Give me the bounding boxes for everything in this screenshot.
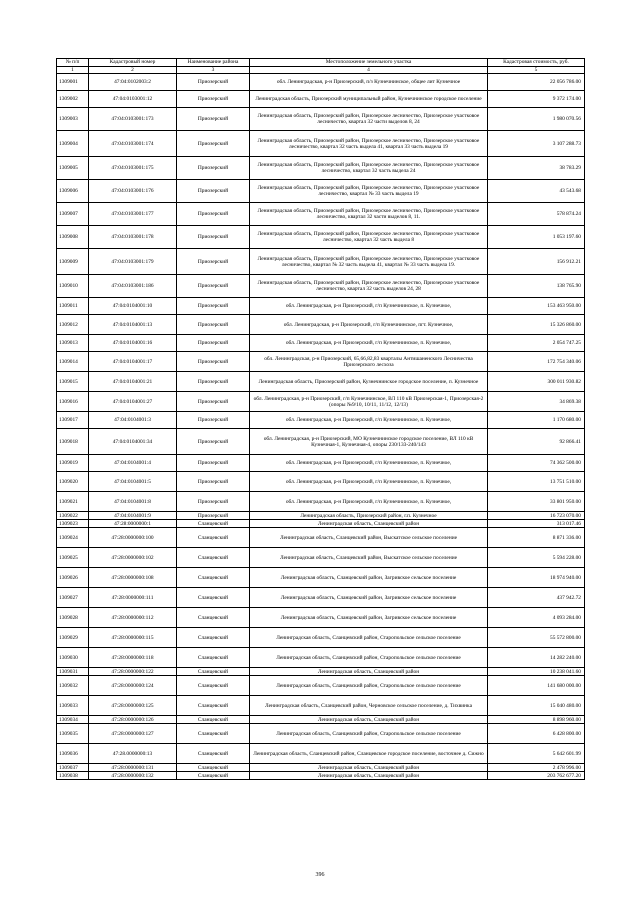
row-number: 1309023 (57, 520, 89, 528)
table-row (57, 764, 585, 772)
location-address: Ленинградская область, Сланцевский район (250, 520, 488, 528)
cadastral-cost: 138 765.90 (488, 275, 585, 298)
location-address: Ленинградская область, Приозерский район, Приозерское лесничество, Приозерское участковое лесничество, квартал 32 часть выделов 24, 28 (250, 275, 488, 298)
cadastral-cost: 74 362 500.00 (488, 455, 585, 472)
location-address: обл. Ленинградская, р-н Приозерский, 65,66,82,83 кварталы Антишаненского Лесничества Приозерского лесхоза (250, 352, 488, 372)
district-name: Приозерский (177, 352, 250, 372)
cadastral-number: 47:28:0000000:100 (89, 528, 177, 548)
cadastral-number: 47:04:0103001:177 (89, 203, 177, 226)
row-number: 1309032 (57, 676, 89, 696)
cadastral-number: 47:04:0102003:2 (89, 74, 177, 91)
table-row (57, 275, 585, 298)
table-row (57, 335, 585, 352)
cadastral-number: 47:04:0104001:17 (89, 352, 177, 372)
district-name: Приозерский (177, 298, 250, 315)
location-address: Ленинградская область, Приозерский район, Приозерское лесничество, Приозерское участковое лесничество, квартал № 32 часть выдела 41, квартал № 33 часть выдела 19. (250, 249, 488, 275)
table-row (57, 668, 585, 676)
row-number: 1309014 (57, 352, 89, 372)
table-row (57, 203, 585, 226)
location-address: Ленинградская область, Сланцевский район, Старопольское сельское поселение (250, 648, 488, 668)
table-row (57, 74, 585, 91)
cadastral-cost: 43 543.68 (488, 180, 585, 203)
district-name: Сланцевский (177, 528, 250, 548)
table-row (57, 298, 585, 315)
cadastral-number: 47:04:0104001:8 (89, 492, 177, 512)
row-number: 1309033 (57, 696, 89, 716)
table-row (57, 429, 585, 455)
district-name: Приозерский (177, 203, 250, 226)
row-number: 1309021 (57, 492, 89, 512)
cadastral-table-sheet (56, 58, 584, 780)
location-address: Ленинградская область, Сланцевский район (250, 772, 488, 780)
location-address: Ленинградская область, Приозерский район, Кузнечнинское городское поселение, п. Кузнечное (250, 372, 488, 392)
cadastral-cost: 4 093 284.00 (488, 608, 585, 628)
table-row (57, 528, 585, 548)
table-body (57, 74, 585, 780)
cadastral-cost: 437 942.72 (488, 588, 585, 608)
cadastral-number: 47:28:0000000:108 (89, 568, 177, 588)
header-cost: Кадастровая стоимость, руб. (488, 59, 585, 67)
row-number: 1309031 (57, 668, 89, 676)
row-number: 1309012 (57, 315, 89, 335)
cadastral-cost: 203 762 677.20 (488, 772, 585, 780)
location-address: Ленинградская область, Приозерский район, Приозерское лесничество, Приозерское участковое лесничество, квартал 32 часть выдела 8 (250, 226, 488, 249)
district-name: Приозерский (177, 249, 250, 275)
district-name: Сланцевский (177, 668, 250, 676)
table-row (57, 724, 585, 744)
row-number: 1309029 (57, 628, 89, 648)
row-number: 1309030 (57, 648, 89, 668)
cadastral-number: 47:04:0103001:175 (89, 157, 177, 180)
district-name: Сланцевский (177, 724, 250, 744)
cadastral-cost: 10 238 041.60 (488, 668, 585, 676)
cadastral-cost: 1 053 197.60 (488, 226, 585, 249)
cadastral-number: 47:28:0000000:111 (89, 588, 177, 608)
table-row (57, 315, 585, 335)
cadastral-cost: 38 783.29 (488, 157, 585, 180)
location-address: обл. Ленинградская, р-н Приозерский, г/п Кузнечнинское, п. Кузнечное, (250, 472, 488, 492)
district-name: Приозерский (177, 74, 250, 91)
row-number: 1309025 (57, 548, 89, 568)
table-row (57, 372, 585, 392)
cadastral-number: 47:28:0000000:122 (89, 668, 177, 676)
district-name: Сланцевский (177, 520, 250, 528)
row-number: 1309024 (57, 528, 89, 548)
row-number: 1309013 (57, 335, 89, 352)
district-name: Сланцевский (177, 696, 250, 716)
row-number: 1309022 (57, 512, 89, 520)
table-row (57, 772, 585, 780)
cadastral-number: 47:28:0000000:1 (89, 520, 177, 528)
row-number: 1309009 (57, 249, 89, 275)
cadastral-cost: 1 170 680.00 (488, 412, 585, 429)
cadastral-cost: 172 754 340.06 (488, 352, 585, 372)
location-address: обл. Ленинградская, р-н Приозерский, г/п Кузнечнинское, п. Кузнечное, (250, 492, 488, 512)
column-index: 5 (488, 67, 585, 74)
column-index-row (57, 67, 585, 74)
district-name: Сланцевский (177, 588, 250, 608)
location-address: Ленинградская область, Сланцевский район, Черновское сельское поселение, д. Тихвинка (250, 696, 488, 716)
table-row (57, 520, 585, 528)
cadastral-cost: 55 572 800.00 (488, 628, 585, 648)
cadastral-number: 47:04:0104001:10 (89, 298, 177, 315)
row-number: 1309034 (57, 716, 89, 724)
page-number: 396 (315, 872, 325, 878)
location-address: Ленинградская область, Сланцевский район, Загривское сельское поселение (250, 588, 488, 608)
location-address: обл. Ленинградская, р-н Приозерский, г/п Кузнечнинское, п. Кузнечное, (250, 412, 488, 429)
cadastral-cost: 6 428 800.00 (488, 724, 585, 744)
location-address: Ленинградская область, Приозерский район, Приозерское лесничество, Приозерское участковое лесничество, квартал 32 части выделов 8, 24 (250, 108, 488, 131)
location-address: Ленинградская область, Сланцевский район, Выскатское сельское поселение (250, 528, 488, 548)
table-row (57, 676, 585, 696)
table-row (57, 648, 585, 668)
location-address: Ленинградская область, Приозерский район, Приозерское лесничество, Приозерское участковое лесничество, квартал 32 части выделов 8, 11. (250, 203, 488, 226)
table-row (57, 568, 585, 588)
cadastral-cost: 313 017.46 (488, 520, 585, 528)
cadastral-cost: 153 463 950.00 (488, 298, 585, 315)
cadastral-cost: 15 326 860.00 (488, 315, 585, 335)
location-address: Ленинградская область, Приозерский муниципальный район, Кузнечнинское городское поселение (250, 91, 488, 108)
district-name: Сланцевский (177, 648, 250, 668)
district-name: Приозерский (177, 335, 250, 352)
cadastral-number: 47:04:0103001:178 (89, 226, 177, 249)
row-number: 1309028 (57, 608, 89, 628)
cadastral-cost: 8 898 960.00 (488, 716, 585, 724)
column-index: 4 (250, 67, 488, 74)
cadastral-cost: 5 594 228.00 (488, 548, 585, 568)
cadastral-number: 47:04:0103001:173 (89, 108, 177, 131)
district-name: Сланцевский (177, 764, 250, 772)
district-name: Приозерский (177, 275, 250, 298)
location-address: обл. Ленинградская, р-н Приозерский, г/п Кузнечнинское, ВЛ 110 кВ Приозерская-1, Приозерская-2 (опоры №9/10, 10/11, 11/12, 12/13) (250, 392, 488, 412)
location-address: Ленинградская область, Сланцевский район (250, 764, 488, 772)
table-row (57, 108, 585, 131)
cadastral-number: 47:28:0000000:115 (89, 628, 177, 648)
location-address: Ленинградская область, Сланцевский район, Старопольское сельское поселение (250, 676, 488, 696)
row-number: 1309035 (57, 724, 89, 744)
cadastral-cost: 16 723 070.00 (488, 512, 585, 520)
row-number: 1309026 (57, 568, 89, 588)
cadastral-cost: 92 866.41 (488, 429, 585, 455)
row-number: 1309016 (57, 392, 89, 412)
cadastral-number: 47:28:0000000:127 (89, 724, 177, 744)
district-name: Приозерский (177, 157, 250, 180)
district-name: Приозерский (177, 492, 250, 512)
table-row (57, 352, 585, 372)
row-number: 1309017 (57, 412, 89, 429)
table-row (57, 472, 585, 492)
location-address: Ленинградская область, Приозерский район, Приозерское лесничество, Приозерское участковое лесничество, квартал 32 часть выдела 24 (250, 157, 488, 180)
district-name: Сланцевский (177, 628, 250, 648)
district-name: Сланцевский (177, 772, 250, 780)
cadastral-cost: 578 874.24 (488, 203, 585, 226)
row-number: 1309002 (57, 91, 89, 108)
row-number: 1309010 (57, 275, 89, 298)
location-address: Ленинградская область, Сланцевский район, Старопольское сельское поселение (250, 628, 488, 648)
table-row (57, 226, 585, 249)
location-address: Ленинградская область, Сланцевский район (250, 716, 488, 724)
cadastral-number: 47:28:0000000:102 (89, 548, 177, 568)
table-row (57, 91, 585, 108)
table-row (57, 548, 585, 568)
location-address: обл. Ленинградская, р-н Приозерский, г/п Кузнечнинское, п. Кузнечное, (250, 455, 488, 472)
district-name: Приозерский (177, 455, 250, 472)
location-address: обл. Ленинградская, р-н Приозерский, г/п Кузнечнинское, п. Кузнечное, (250, 335, 488, 352)
cadastral-number: 47:28:0000000:112 (89, 608, 177, 628)
cadastral-cost: 2 478 996.00 (488, 764, 585, 772)
table-row (57, 392, 585, 412)
row-number: 1309036 (57, 744, 89, 764)
location-address: обл. Ленинградская, р-н Приозерский, МО Кузнечнинское городское поселение, ВЛ 110 кВ Кузнечная-1, Кузнечная-4, опоры 230/133-240/143 (250, 429, 488, 455)
column-index: 3 (177, 67, 250, 74)
location-address: Ленинградская область, Сланцевский район (250, 668, 488, 676)
cadastral-number: 47:04:0103001:12 (89, 91, 177, 108)
cadastral-cost: 9 372 174.00 (488, 91, 585, 108)
district-name: Приозерский (177, 429, 250, 455)
district-name: Приозерский (177, 91, 250, 108)
cadastral-number: 47:04:0104001:9 (89, 512, 177, 520)
row-number: 1309001 (57, 74, 89, 91)
cadastral-cost: 156 912.21 (488, 249, 585, 275)
district-name: Сланцевский (177, 608, 250, 628)
district-name: Приозерский (177, 131, 250, 157)
cadastral-cost: 18 974 940.00 (488, 568, 585, 588)
row-number: 1309006 (57, 180, 89, 203)
cadastral-cost: 1 980 070.56 (488, 108, 585, 131)
district-name: Приозерский (177, 315, 250, 335)
location-address: обл. Ленинградская, р-н Приозерский, г/п Кузнечнинское, пгт. Кузнечное, (250, 315, 488, 335)
cadastral-number: 47:28:0000000:126 (89, 716, 177, 724)
location-address: Ленинградская область, Приозерский район, Приозерское лесничество, Приозерское участковое лесничество, квартал № 33 часть выдела 19 (250, 180, 488, 203)
district-name: Сланцевский (177, 716, 250, 724)
location-address: Ленинградская область, Сланцевский район, Выскатское сельское поселение (250, 548, 488, 568)
cadastral-number: 47:04:0104001:5 (89, 472, 177, 492)
cadastral-cost: 5 642 601.99 (488, 744, 585, 764)
table-row (57, 492, 585, 512)
table-row (57, 588, 585, 608)
district-name: Сланцевский (177, 744, 250, 764)
table-row (57, 180, 585, 203)
column-index: 2 (89, 67, 177, 74)
row-number: 1309020 (57, 472, 89, 492)
cadastral-number: 47:04:0104001:27 (89, 392, 177, 412)
cadastral-cost: 15 040 480.00 (488, 696, 585, 716)
cadastral-cost: 141 680 000.00 (488, 676, 585, 696)
table-row (57, 696, 585, 716)
row-number: 1309037 (57, 764, 89, 772)
cadastral-number: 47:28:0000000:132 (89, 772, 177, 780)
table-row (57, 455, 585, 472)
district-name: Приозерский (177, 372, 250, 392)
table-row (57, 157, 585, 180)
row-number: 1309019 (57, 455, 89, 472)
cadastral-number: 47:04:0104001:16 (89, 335, 177, 352)
location-address: Ленинградская область, Приозерский район, Приозерское лесничество, Приозерское участковое лесничество, квартал 32 часть выдела 41, квартал 33 часть выдела 19 (250, 131, 488, 157)
district-name: Приозерский (177, 472, 250, 492)
row-number: 1309027 (57, 588, 89, 608)
cadastral-number: 47:04:0103001:174 (89, 131, 177, 157)
district-name: Сланцевский (177, 676, 250, 696)
row-number: 1309038 (57, 772, 89, 780)
location-address: Ленинградская область, Приозерский район, г.п. Кузнечное (250, 512, 488, 520)
cadastral-cost: 34 869.38 (488, 392, 585, 412)
row-number: 1309007 (57, 203, 89, 226)
cadastral-number: 47:04:0103001:176 (89, 180, 177, 203)
table-row (57, 249, 585, 275)
location-address: обл. Ленинградская, р-н Приозерский, п/з Кузнечнинское, общее лит Кузнечное (250, 74, 488, 91)
cadastral-number: 47:04:0103001:186 (89, 275, 177, 298)
cadastral-cost: 14 282 240.00 (488, 648, 585, 668)
district-name: Приозерский (177, 180, 250, 203)
location-address: Ленинградская область, Сланцевский район, Загривское сельское поселение (250, 568, 488, 588)
district-name: Приозерский (177, 412, 250, 429)
table-header-row (57, 59, 585, 67)
cadastral-cost: 8 871 336.00 (488, 528, 585, 548)
cadastral-cost: 22 056 786.00 (488, 74, 585, 91)
cadastral-number: 47:04:0104001:13 (89, 315, 177, 335)
district-name: Приозерский (177, 108, 250, 131)
table-row (57, 608, 585, 628)
cadastral-cost: 3 107 288.73 (488, 131, 585, 157)
cadastral-cost: 33 801 950.00 (488, 492, 585, 512)
table-row (57, 716, 585, 724)
cadastral-number: 47:28:0000000:124 (89, 676, 177, 696)
row-number: 1309018 (57, 429, 89, 455)
location-address: обл. Ленинградская, р-н Приозерский, г/п Кузнечнинское, п. Кузнечное, (250, 298, 488, 315)
cadastral-number: 47:28:0000000:131 (89, 764, 177, 772)
cadastral-number: 47:28:0000000:118 (89, 648, 177, 668)
cadastral-number: 47:28.0000000:13 (89, 744, 177, 764)
header-location: Местоположение земельного участка (250, 59, 488, 67)
cadastral-value-table (56, 58, 585, 780)
location-address: Ленинградская область, Сланцевский район, Сланцевское городское поселение, восточнее д. Сижно (250, 744, 488, 764)
column-index: 1 (57, 67, 89, 74)
table-row (57, 131, 585, 157)
cadastral-cost: 13 751 510.00 (488, 472, 585, 492)
row-number: 1309011 (57, 298, 89, 315)
district-name: Приозерский (177, 226, 250, 249)
cadastral-number: 47:04:0103001:179 (89, 249, 177, 275)
header-cadastral-number: Кадастровый номер (89, 59, 177, 67)
header-district: Наименование района (177, 59, 250, 67)
location-address: Ленинградская область, Сланцевский район, Загривское сельское поселение (250, 608, 488, 628)
table-row (57, 744, 585, 764)
district-name: Сланцевский (177, 548, 250, 568)
row-number: 1309015 (57, 372, 89, 392)
cadastral-number: 47:04:0104001:3 (89, 412, 177, 429)
district-name: Сланцевский (177, 568, 250, 588)
cadastral-cost: 2 054 747.25 (488, 335, 585, 352)
cadastral-number: 47:28:0000000:125 (89, 696, 177, 716)
table-row (57, 512, 585, 520)
header-number: № п/п (57, 59, 89, 67)
cadastral-cost: 300 011 930.82 (488, 372, 585, 392)
cadastral-number: 47:04:0104001:4 (89, 455, 177, 472)
location-address: Ленинградская область, Сланцевский район, Старопольское сельское поселение (250, 724, 488, 744)
row-number: 1309003 (57, 108, 89, 131)
row-number: 1309008 (57, 226, 89, 249)
row-number: 1309005 (57, 157, 89, 180)
district-name: Приозерский (177, 392, 250, 412)
district-name: Приозерский (177, 512, 250, 520)
row-number: 1309004 (57, 131, 89, 157)
table-row (57, 412, 585, 429)
table-row (57, 628, 585, 648)
cadastral-number: 47:04:0104001:21 (89, 372, 177, 392)
cadastral-number: 47:04:0104001:34 (89, 429, 177, 455)
